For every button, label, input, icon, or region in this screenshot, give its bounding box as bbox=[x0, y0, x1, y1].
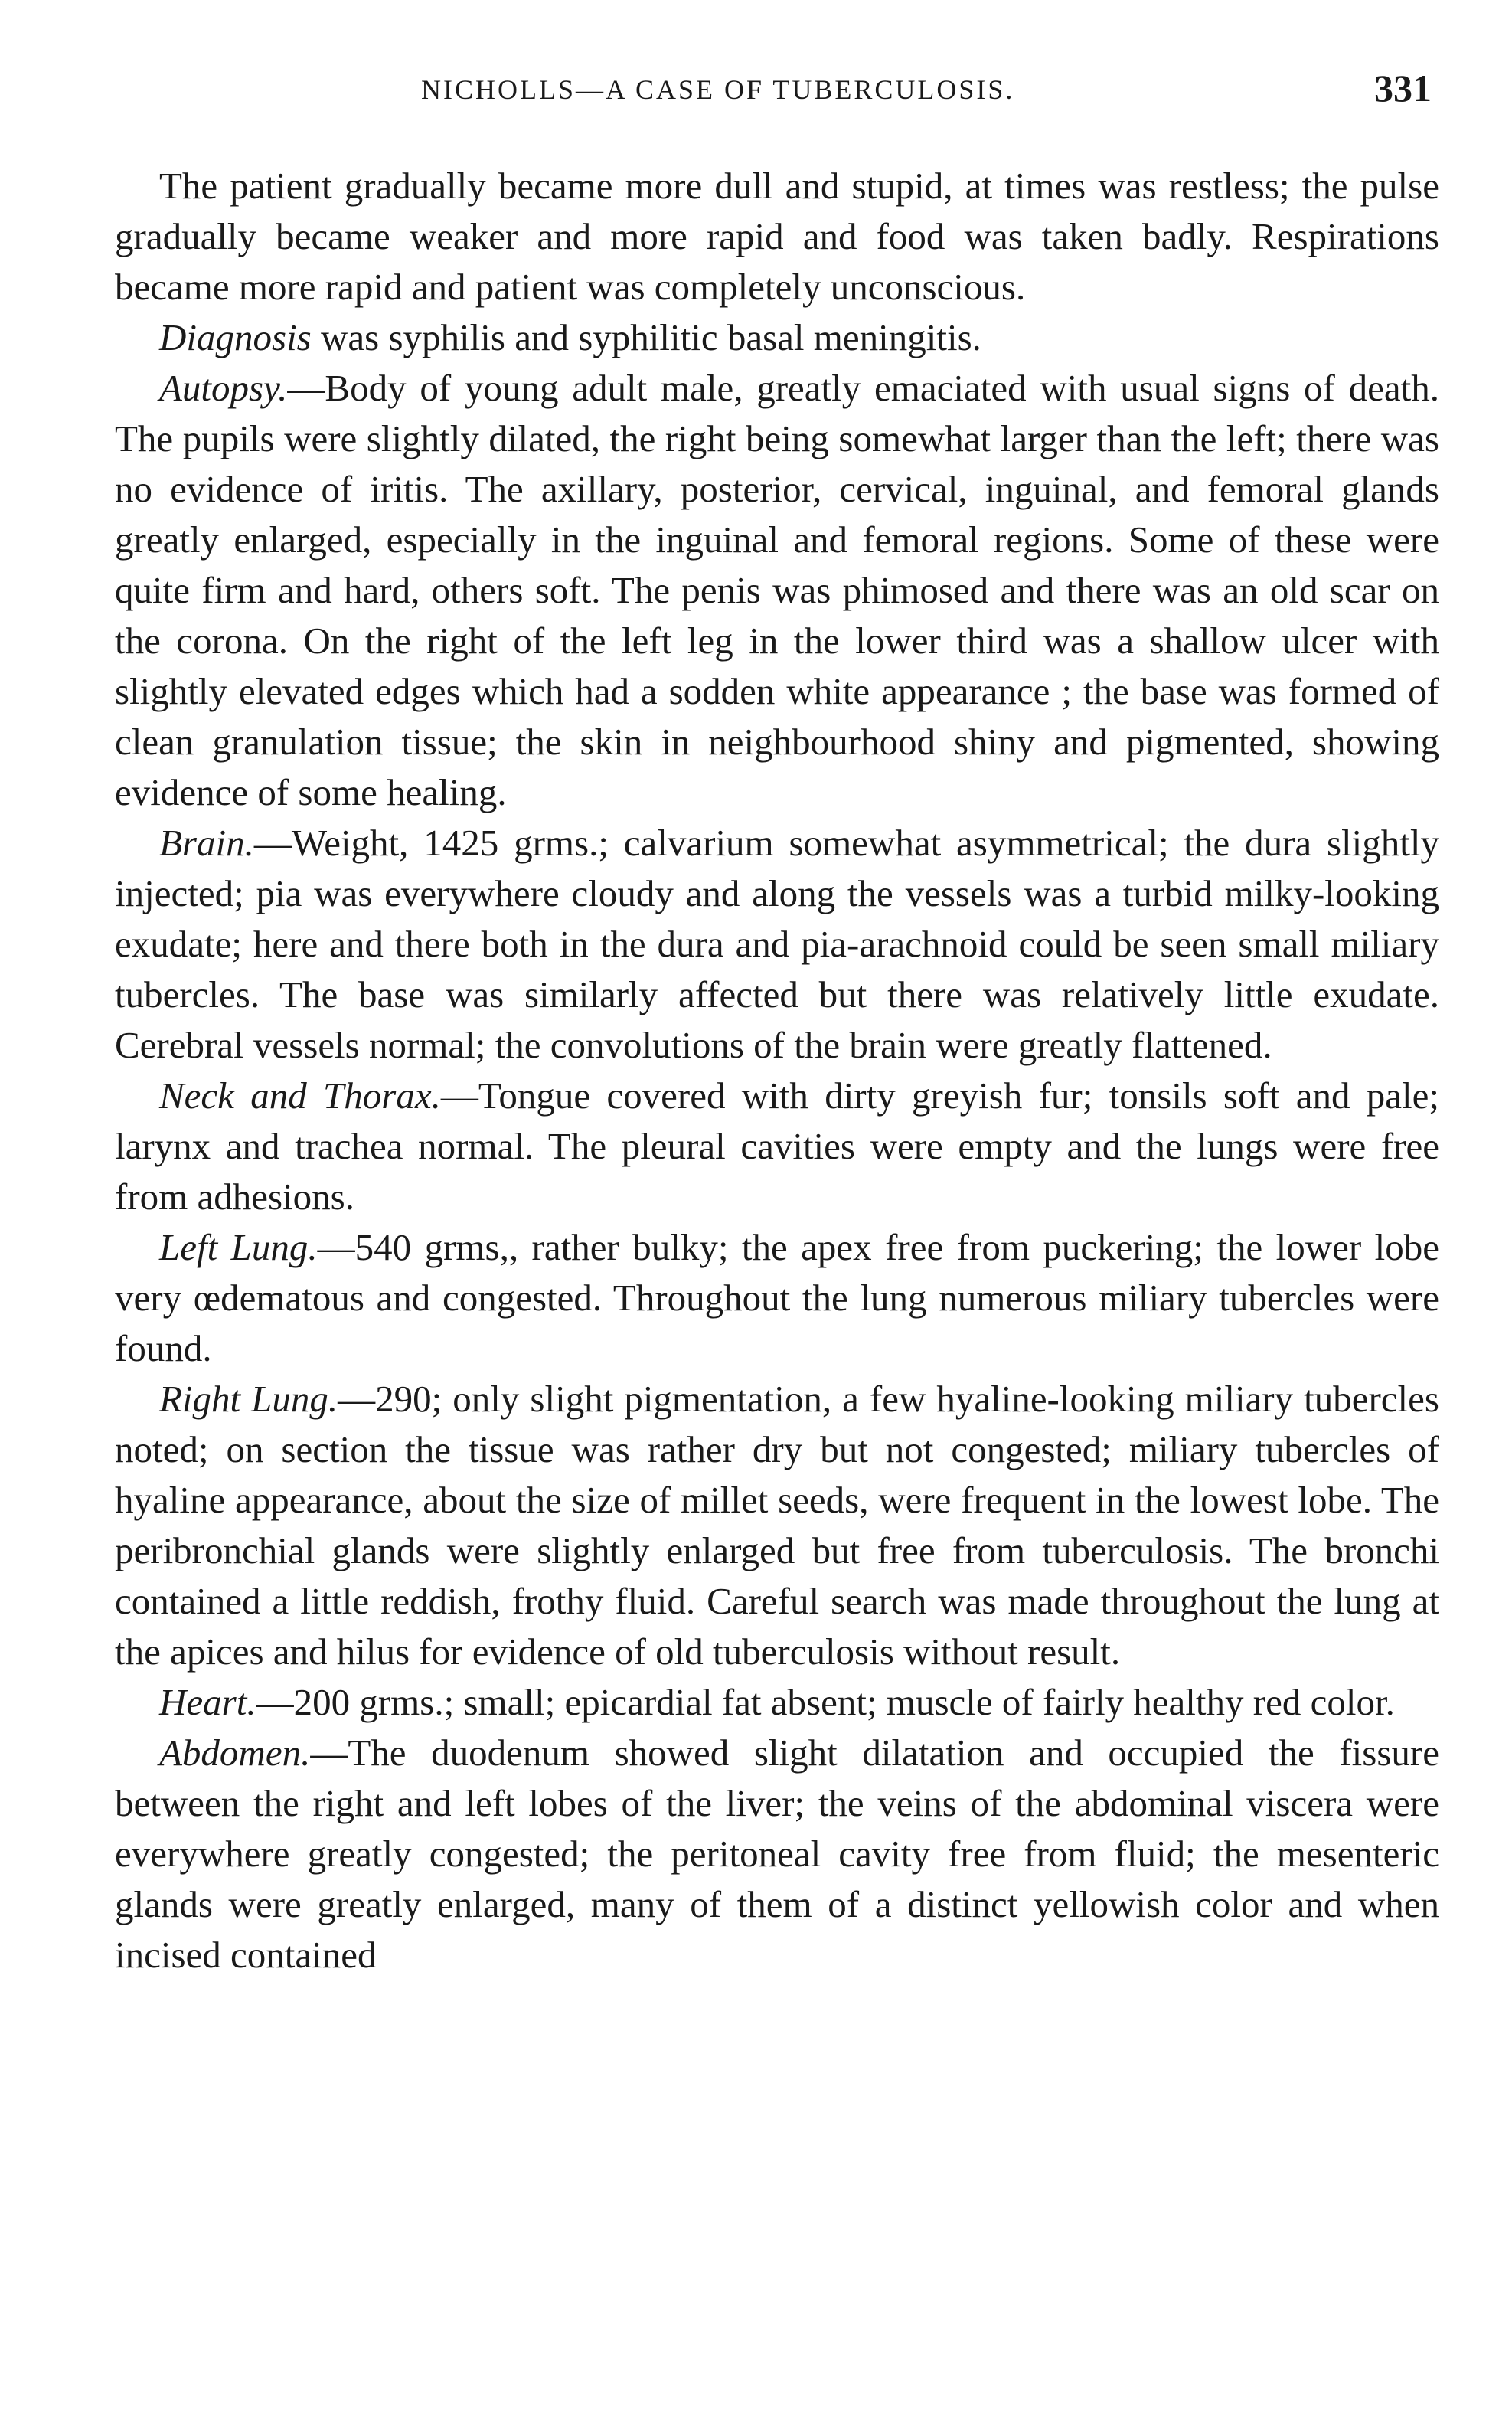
paragraph-right-lung bbox=[115, 1374, 1439, 1677]
paragraph-text: —Weight, 1425 grms.; calvarium somewhat asymmetrical; the dura slightly injected; pia was everywhere cloudy and along the vessels was a turbid milky-looking exudate; here and there both in the dura and pia-arachnoid could be seen small miliary tubercles. The base was similarly affected but there was relatively little exudate. Cerebral vessels normal; the convolutions of the brain were greatly flattened. bbox=[115, 822, 1439, 1066]
paragraph-left-lung bbox=[115, 1222, 1439, 1374]
paragraph-text: —290; only slight pigmentation, a few hyaline-looking miliary tubercles noted; on section the tissue was rather dry but not congested; miliary tubercles of hyaline appearance, about the size of millet seeds, were frequent in the lowest lobe. The peribronchial glands were slightly enlarged but free from tuberculosis. The bronchi contained a little reddish, frothy fluid. Careful search was made throughout the lung at the apices and hilus for evidence of old tuberculosis without result. bbox=[115, 1378, 1439, 1673]
paragraph-patient-course bbox=[115, 161, 1439, 312]
paragraph-heading: Neck and Thorax. bbox=[159, 1074, 441, 1117]
running-title: NICHOLLS—A CASE OF TUBERCULOSIS. bbox=[421, 74, 1015, 105]
paragraph-text: —Body of young adult male, greatly emaciated with usual signs of death. The pupils were slightly dilated, the right being somewhat larger than the left; there was no evidence of iritis. The axillary, posterior, cervical, inguinal, and femoral glands greatly enlarged, especially in the inguinal and femoral regions. Some of these were quite firm and hard, others soft. The penis was phimosed and there was an old scar on the corona. On the right of the left leg in the lower third was a shallow ulcer with slightly elevated edges which had a sodden white appearance ; the base was formed of clean granulation tissue; the skin in neighbourhood shiny and pigmented, showing evidence of some healing. bbox=[115, 367, 1439, 813]
paragraph-text: —The duodenum showed slight dilatation and occupied the fissure between the right and left lobes of the liver; the veins of the abdominal viscera were everywhere greatly congested; the peritoneal cavity free from fluid; the mesenteric glands were greatly enlarged, many of them of a distinct yellowish color and when incised contained bbox=[115, 1732, 1439, 1976]
paragraph-text: —200 grms.; small; epicardial fat absent; muscle of fairly healthy red color. bbox=[256, 1681, 1395, 1723]
paragraph-heading: Left Lung. bbox=[159, 1226, 318, 1268]
paragraph-heading: Heart. bbox=[159, 1681, 256, 1723]
paragraph-neck-thorax bbox=[115, 1071, 1439, 1222]
paragraph-heading: Autopsy. bbox=[159, 367, 288, 409]
paragraph-heading: Diagnosis bbox=[159, 316, 312, 358]
paragraph-abdomen bbox=[115, 1728, 1439, 1980]
paragraph-autopsy bbox=[115, 363, 1439, 818]
page-number: 331 bbox=[1374, 67, 1432, 110]
paragraph-text: —Tongue covered with dirty greyish fur; tonsils soft and pale; larynx and trachea normal. The pleural cavities were empty and the lungs were free from adhesions. bbox=[115, 1074, 1439, 1218]
paragraph-heart bbox=[115, 1677, 1439, 1728]
paragraph-text: The patient gradually became more dull and stupid, at times was restless; the pulse gradually became weaker and more rapid and food was taken badly. Respirations became more rapid and patient was completely unconscious. bbox=[115, 165, 1439, 308]
body-text bbox=[115, 161, 1439, 1980]
paragraph-text: was syphilis and syphilitic basal meningitis. bbox=[311, 316, 981, 358]
paragraph-heading: Right Lung. bbox=[159, 1378, 338, 1420]
running-header bbox=[115, 66, 1447, 119]
paragraph-text: —540 grms,, rather bulky; the apex free from puckering; the lower lobe very œdematous and congested. Throughout the lung numerous miliary tubercles were found. bbox=[115, 1226, 1440, 1369]
paragraph-diagnosis bbox=[115, 312, 1439, 363]
paragraph-heading: Brain. bbox=[159, 822, 254, 864]
paragraph-heading: Abdomen. bbox=[159, 1732, 311, 1774]
paragraph-brain bbox=[115, 818, 1439, 1071]
